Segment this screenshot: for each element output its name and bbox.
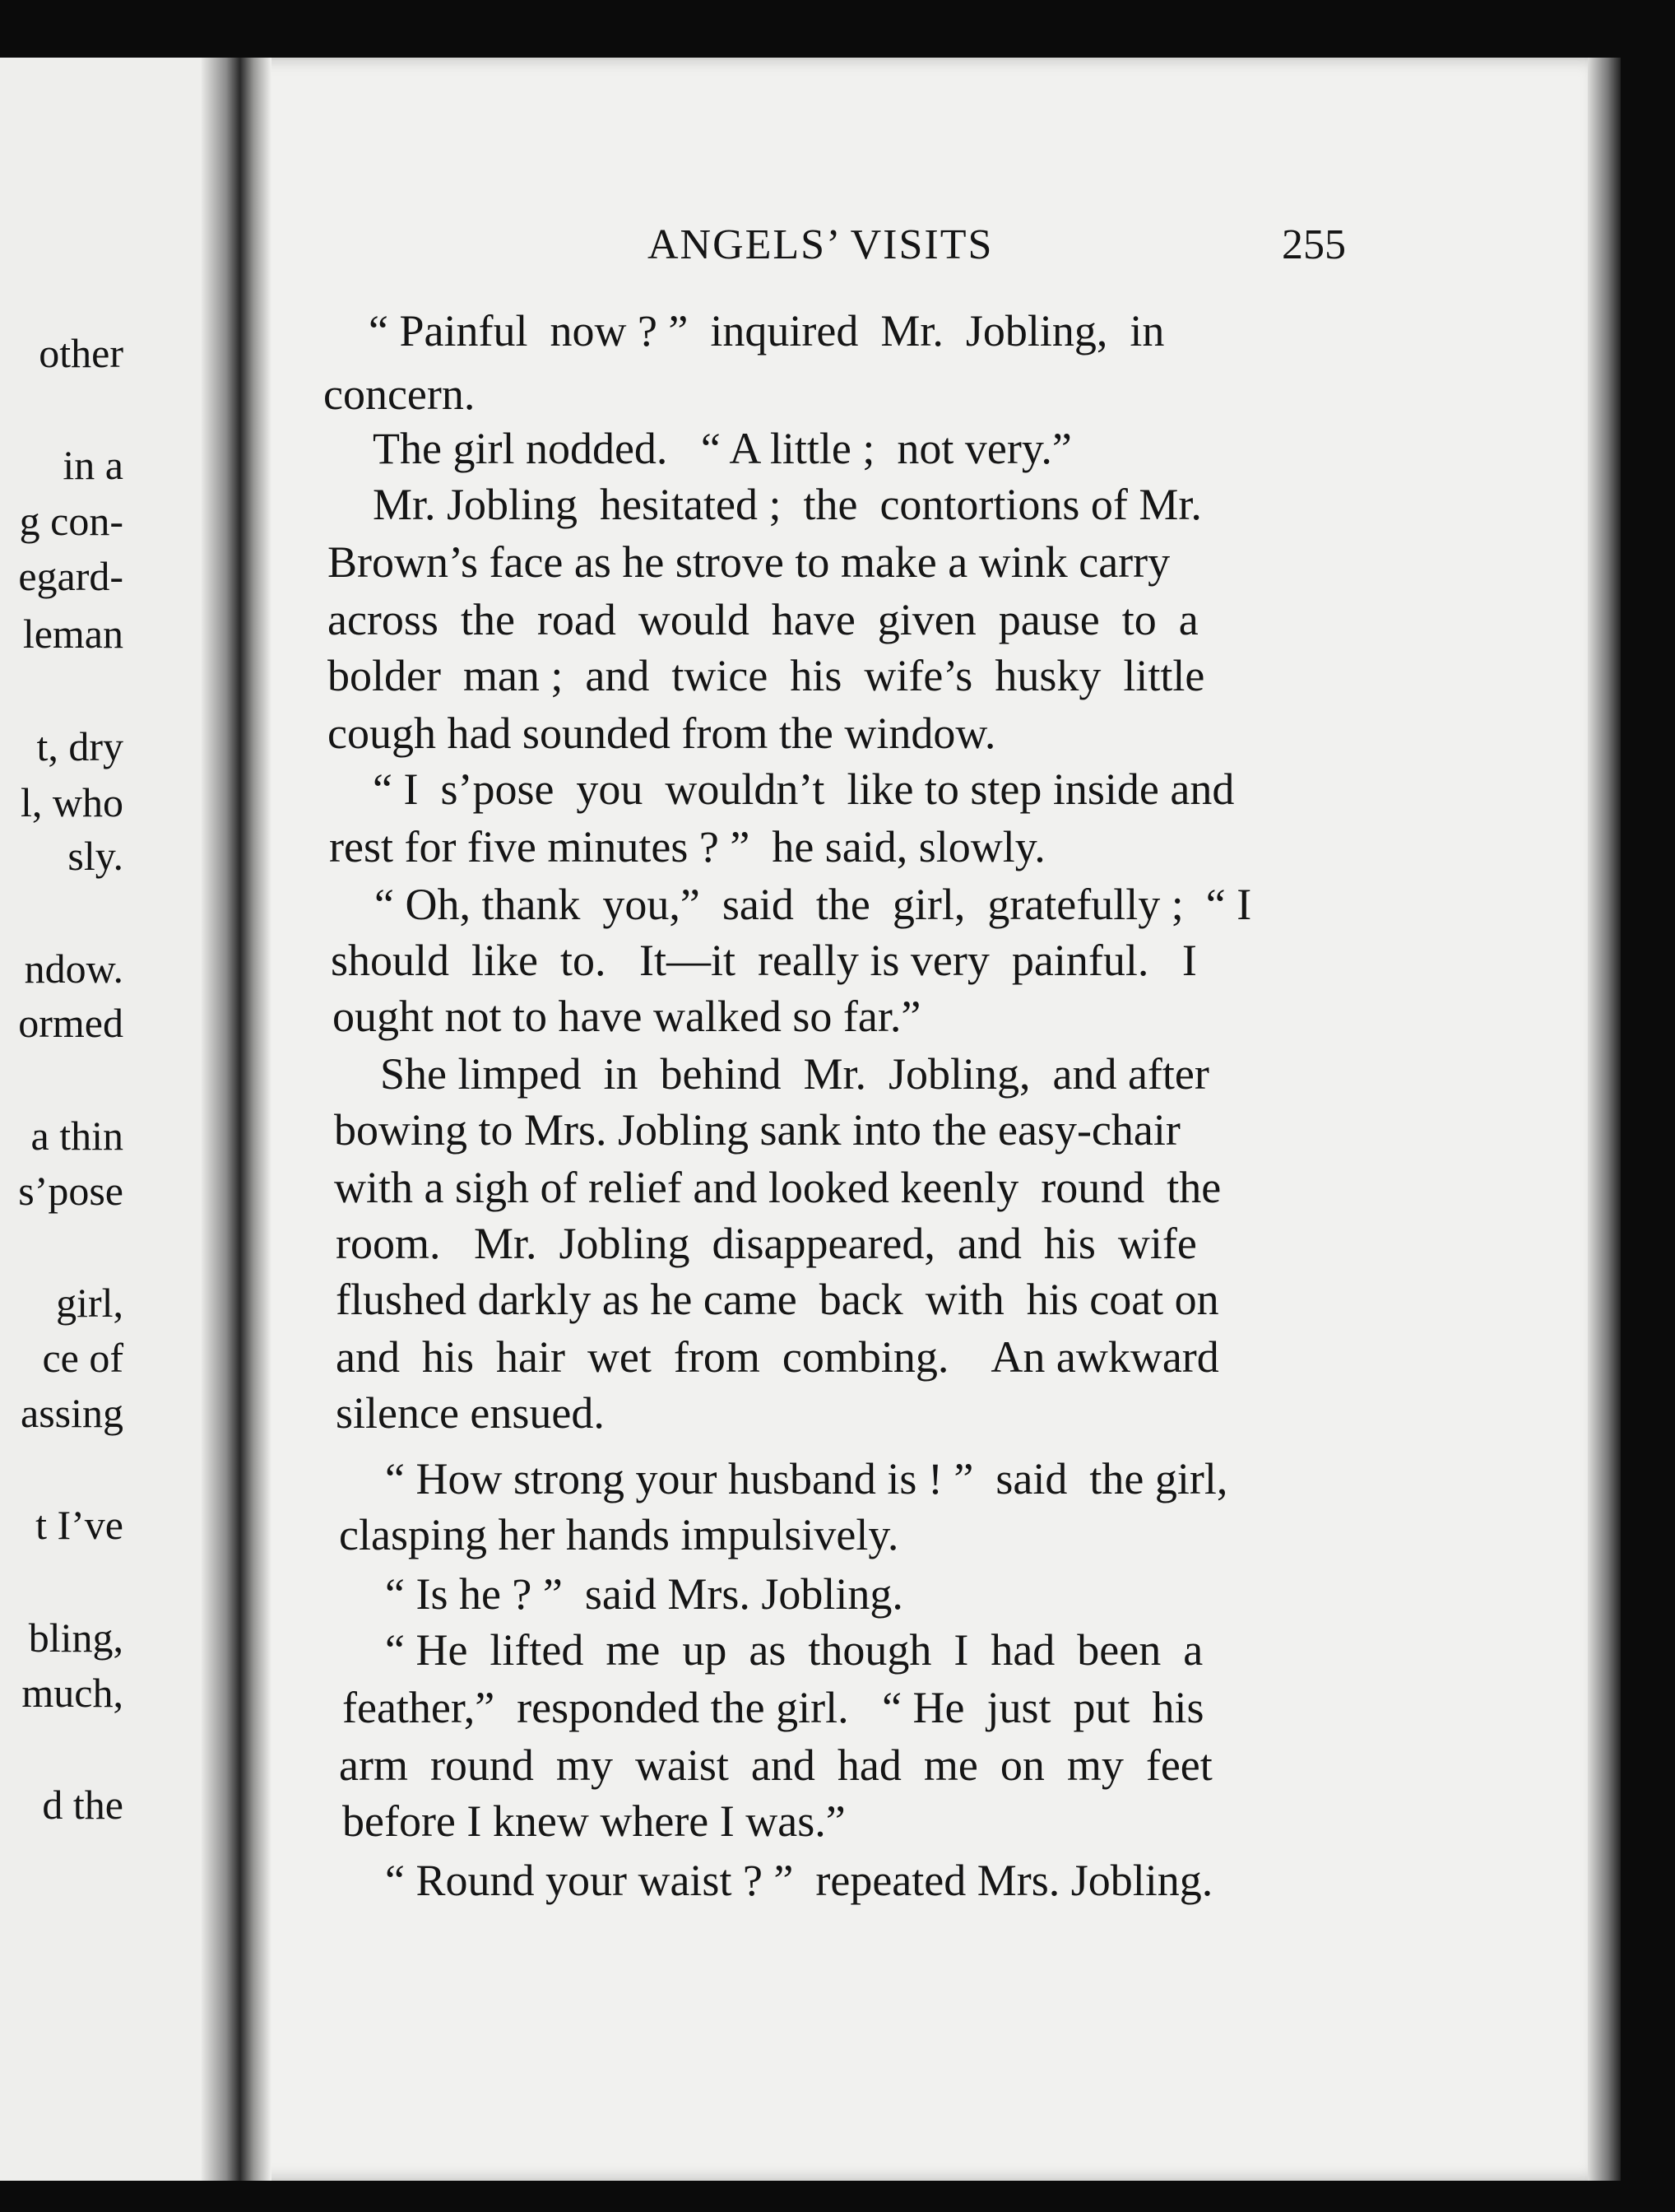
text-line: across the road would have given pause to a [327,595,1199,644]
text-line: “ Painful now ? ” inquired Mr. Jobling, in [369,306,1165,356]
left-page-fragment: a thin [30,1113,123,1159]
text-line: should like to. It—it really is very painful. I [331,936,1197,985]
text-line: ought not to have walked so far.” [332,992,921,1041]
text-line: bolder man ; and twice his wife’s husky little [327,651,1205,700]
text-line: Mr. Jobling hesitated ; the contortions of Mr. [373,480,1202,529]
text-line: “ He lifted me up as though I had been a [385,1625,1204,1675]
left-page-fragment: d the [42,1782,123,1828]
text-line: rest for five minutes ? ” he said, slowly. [329,822,1046,871]
left-page-fragment: l, who [21,779,123,825]
page-number: 255 [1282,221,1346,268]
text-line: “ I s’pose you wouldn’t like to step inside and [373,764,1235,814]
text-line: and his hair wet from combing. An awkward [336,1332,1219,1382]
text-line: “ Is he ? ” said Mrs. Jobling. [385,1569,903,1619]
text-line: flushed darkly as he came back with his coat on [336,1275,1219,1324]
text-line: She limped in behind Mr. Jobling, and after [380,1049,1209,1099]
left-page-fragment: s’pose [18,1168,123,1214]
text-line: silence ensued. [336,1388,605,1438]
left-page-fragment: leman [22,611,123,657]
text-line: cough had sounded from the window. [327,709,996,758]
left-page-fragment: t, dry [36,723,123,769]
text-line: “ Oh, thank you,” said the girl, gratefully ; “ I [374,880,1252,929]
left-page-fragment: other [39,330,123,376]
running-head [0,221,1675,278]
left-page-fragment: egard- [18,553,123,599]
running-title: ANGELS’ VISITS [647,221,994,268]
text-line: “ How strong your husband is ! ” said the girl, [385,1454,1228,1503]
left-page-fragment: sly. [67,833,123,879]
text-line: room. Mr. Jobling disappeared, and his wife [336,1219,1197,1268]
text-line: Brown’s face as he strove to make a wink carry [327,537,1171,587]
text-line: with a sigh of relief and looked keenly round the [334,1163,1222,1212]
left-page-fragment: ormed [18,1000,123,1046]
left-page-fragment: much, [21,1670,123,1716]
left-page-fragment: assing [21,1390,123,1436]
left-page-fragment: ce of [42,1335,123,1381]
page-edge [1588,58,1621,2181]
book-gutter [202,58,271,2181]
left-page-fragment: t I’ve [35,1502,123,1548]
text-line: arm round my waist and had me on my feet [339,1740,1213,1790]
text-line: before I knew where I was.” [342,1796,846,1846]
left-page-fragment: girl, [56,1280,123,1326]
left-page-fragment: g con- [19,498,123,544]
text-line: feather,” responded the girl. “ He just put his [342,1683,1204,1732]
left-page-fragment: ndow. [24,946,123,992]
text-line: bowing to Mrs. Jobling sank into the easy-chair [334,1105,1181,1155]
text-line: clasping her hands impulsively. [339,1510,899,1559]
text-line: concern. [323,369,476,419]
left-page-fragment: in a [63,442,123,488]
left-page-fragment: bling, [28,1615,123,1661]
text-line: “ Round your waist ? ” repeated Mrs. Jobling. [385,1856,1213,1905]
text-line: The girl nodded. “ A little ; not very.” [373,424,1072,473]
